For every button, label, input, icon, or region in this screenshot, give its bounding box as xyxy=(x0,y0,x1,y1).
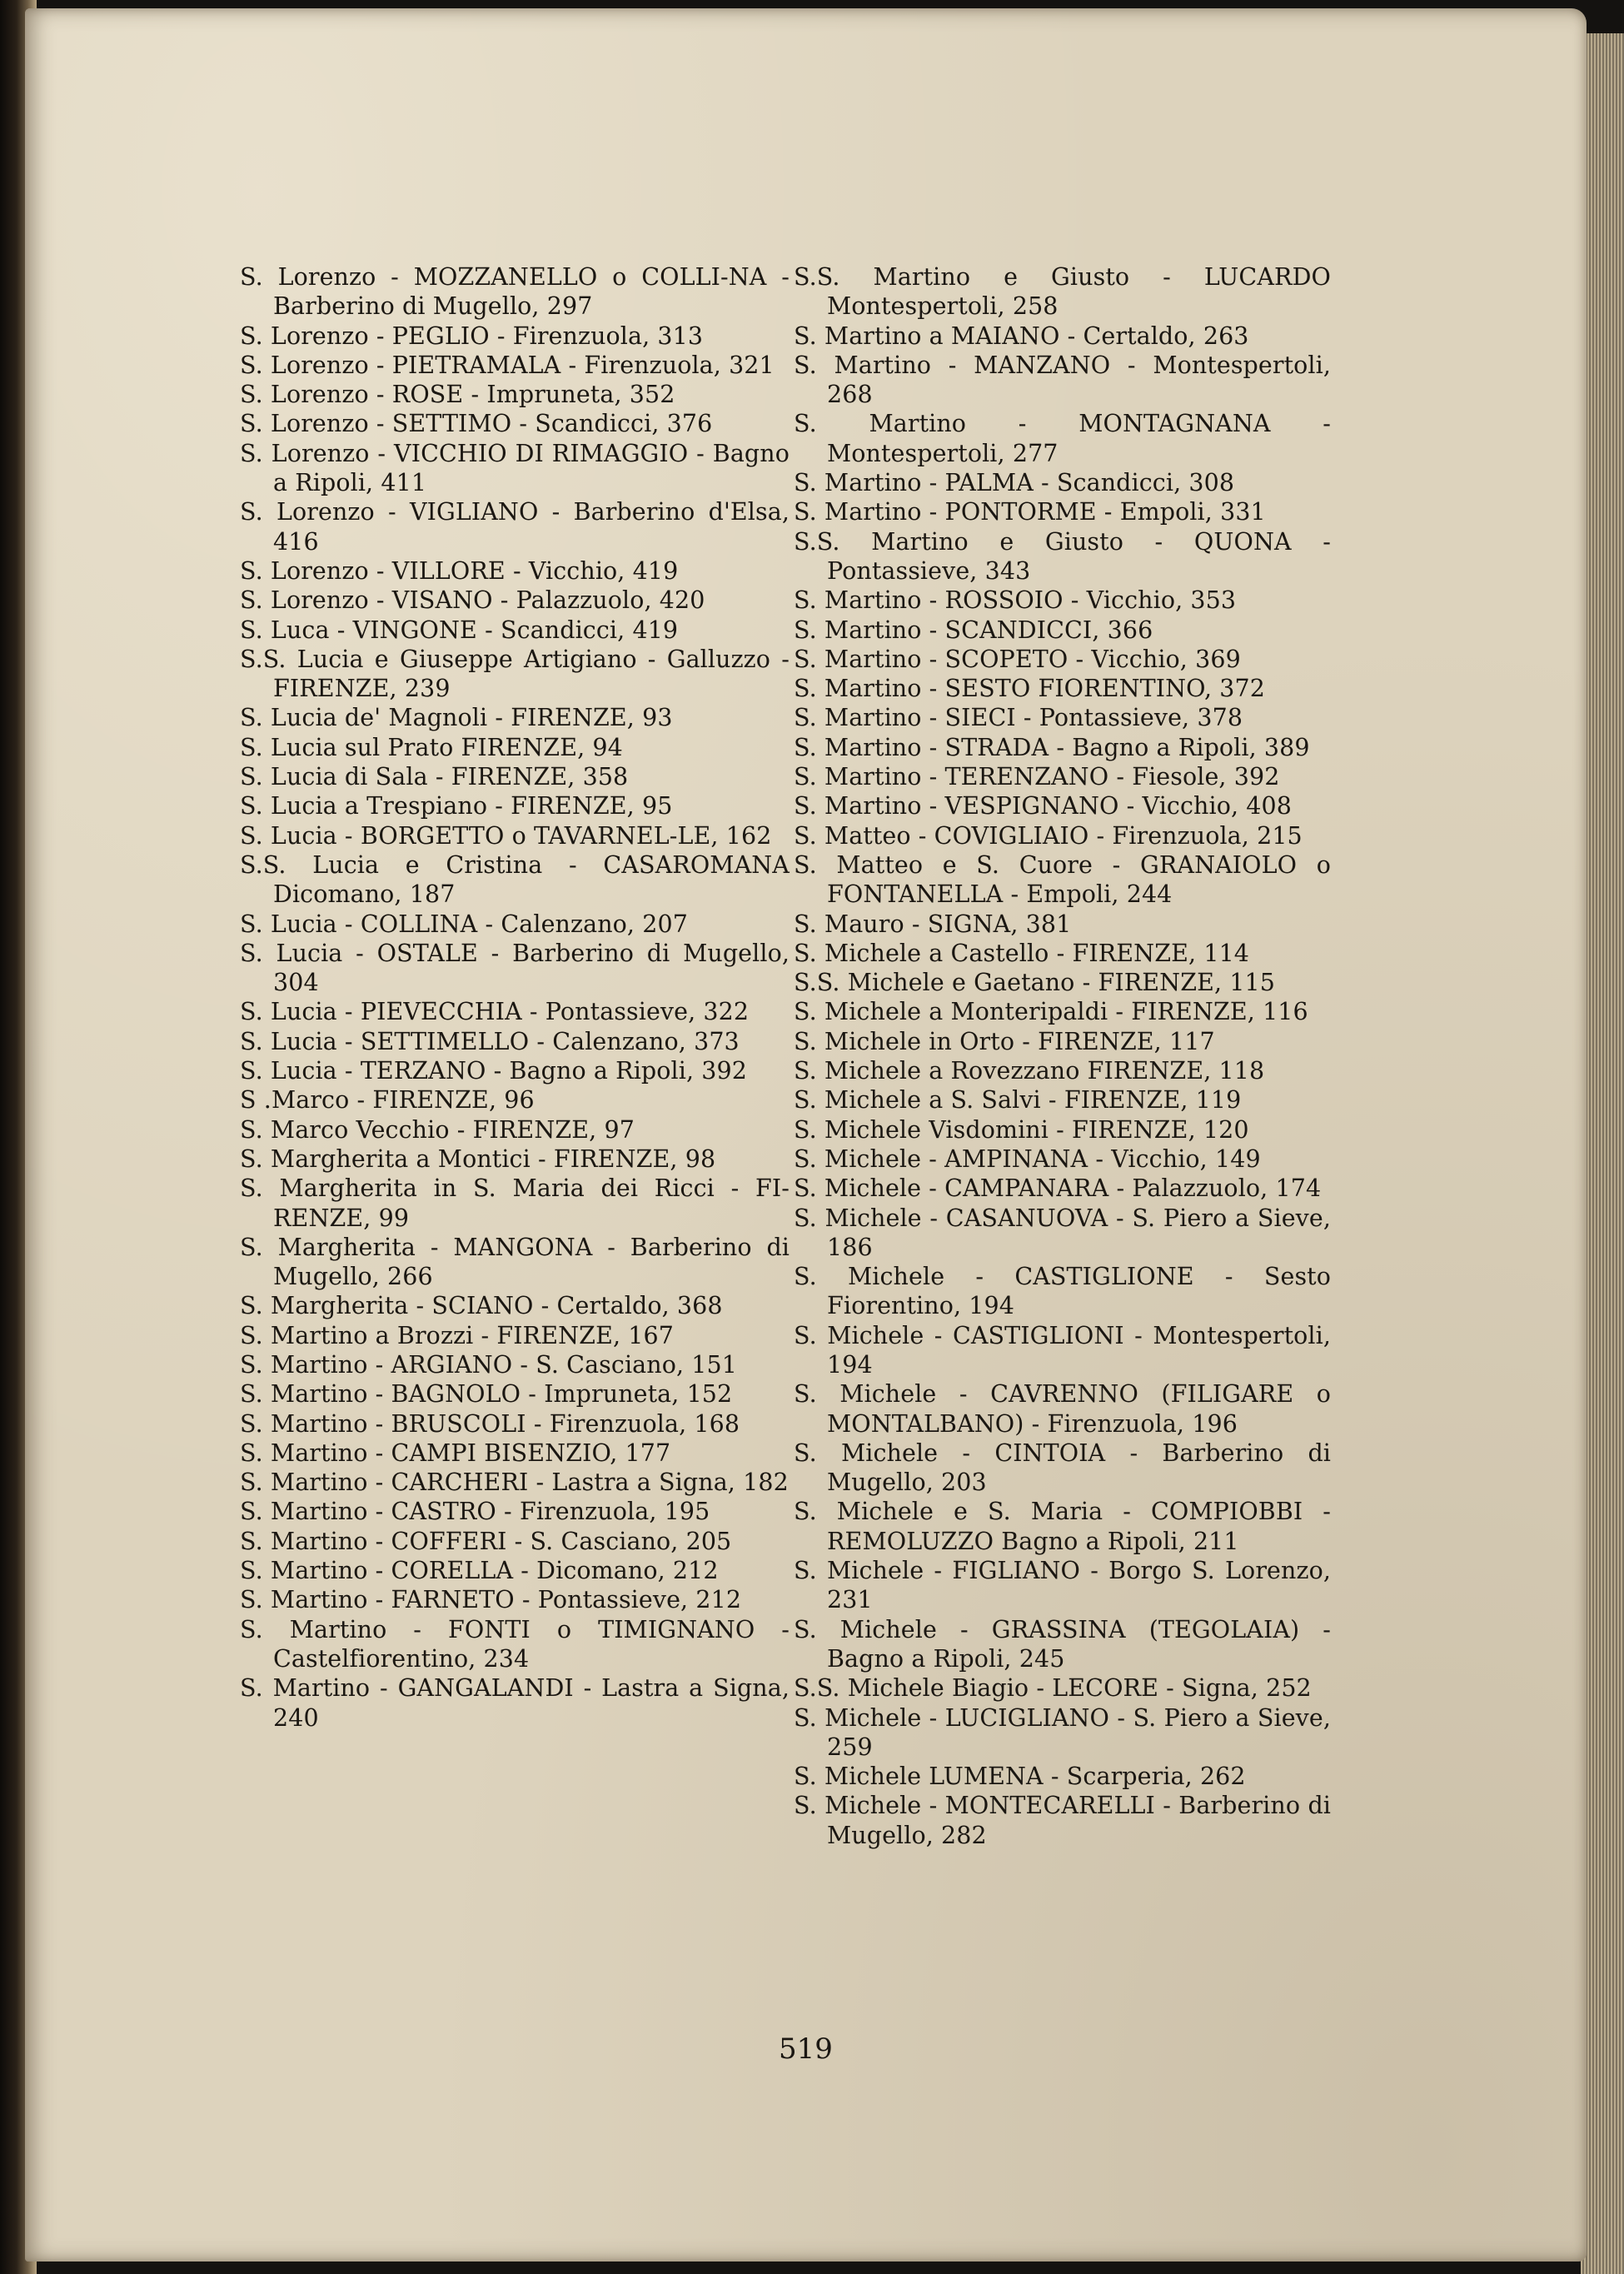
index-entry: S. Michele - AMPINANA - Vicchio, 149 xyxy=(794,1144,1261,1173)
index-entry: S.S. Lucia e Cristina - CASAROMANA Dicomano, 187 xyxy=(240,850,790,909)
index-entry: S. Martino - PONTORME - Empoli, 331 xyxy=(794,498,1266,526)
index-entry: S. Lorenzo - PIETRAMALA - Firenzuola, 321 xyxy=(240,351,775,379)
index-entry: S. Lorenzo - VIGLIANO - Barberino d'Elsa, 416 xyxy=(240,498,790,556)
index-entry: S. Martino - CAMPI BISENZIO, 177 xyxy=(240,1439,671,1467)
index-entry: S. Lorenzo - PEGLIO - Firenzuola, 313 xyxy=(240,322,704,350)
index-entry: S. Martino - CARCHERI - Lastra a Signa, 182 xyxy=(240,1469,789,1497)
index-entry: S. Michele - CASTIGLIONI - Montespertoli, 194 xyxy=(794,1321,1331,1379)
index-entry: S. Michele in Orto - FIRENZE, 117 xyxy=(794,1027,1215,1055)
right-column xyxy=(794,262,1331,1850)
index-entry: S. Martino - SIECI - Pontassieve, 378 xyxy=(794,704,1243,732)
index-entry: S. Michele - MONTECARELLI - Barberino di Mugello, 282 xyxy=(794,1792,1331,1849)
index-entry: S. Martino - BRUSCOLI - Firenzuola, 168 xyxy=(240,1409,740,1438)
index-entry: S. Lucia - OSTALE - Barberino di Mugello, 304 xyxy=(240,939,790,997)
index-entry: S.S. Michele e Gaetano - FIRENZE, 115 xyxy=(794,969,1276,997)
index-entry: S. Martino a Brozzi - FIRENZE, 167 xyxy=(240,1321,674,1349)
index-entry: S. Michele - CASANUOVA - S. Piero a Sieve, 186 xyxy=(794,1204,1331,1261)
index-entry: S. Martino - CORELLA - Dicomano, 212 xyxy=(240,1557,719,1585)
index-entry: S .Marco - FIRENZE, 96 xyxy=(240,1086,535,1115)
index-entry: S. Mauro - SIGNA, 381 xyxy=(794,910,1072,938)
index-entry: S. Michele a S. Salvi - FIRENZE, 119 xyxy=(794,1086,1242,1115)
index-entry: S. Martino - MANZANO - Montespertoli, 268 xyxy=(794,351,1331,409)
index-entry: S. Martino - BAGNOLO - Impruneta, 152 xyxy=(240,1380,733,1409)
left-column xyxy=(240,262,790,1733)
page-number: 519 xyxy=(779,2032,833,2066)
index-entry: S. Michele - LUCIGLIANO - S. Piero a Sieve, 259 xyxy=(794,1703,1331,1761)
index-entry: S. Michele - GRASSINA (TEGOLAIA) - Bagno a Ripoli, 245 xyxy=(794,1615,1331,1673)
index-entry: S.S. Martino e Giusto - LUCARDO Montespertoli, 258 xyxy=(794,263,1331,321)
index-entry: S.S. Michele Biagio - LECORE - Signa, 252 xyxy=(794,1674,1312,1703)
index-entry: S. Martino - GANGALANDI - Lastra a Signa, 240 xyxy=(240,1674,790,1732)
index-entry: S. Lorenzo - ROSE - Impruneta, 352 xyxy=(240,381,675,409)
index-entry: S. Martino - MONTAGNANA - Montespertoli, 277 xyxy=(794,410,1331,467)
index-entry: S. Lorenzo - MOZZANELLO o COLLI-NA - Barberino di Mugello, 297 xyxy=(240,263,790,321)
page-edges xyxy=(1581,33,1624,2274)
index-entry: S. Lucia - SETTIMELLO - Calenzano, 373 xyxy=(240,1027,740,1055)
index-entry: S. Margherita - SCIANO - Certaldo, 368 xyxy=(240,1292,723,1320)
index-entry: S. Michele a Rovezzano FIRENZE, 118 xyxy=(794,1057,1265,1085)
index-entry: S. Margherita a Montici - FIRENZE, 98 xyxy=(240,1144,716,1173)
index-entry: S. Michele a Castello - FIRENZE, 114 xyxy=(794,939,1250,967)
index-entry: S. Lucia - COLLINA - Calenzano, 207 xyxy=(240,910,688,938)
index-entry: S.S. Martino e Giusto - QUONA - Pontassieve, 343 xyxy=(794,527,1331,585)
index-entry: S. Martino - VESPIGNANO - Vicchio, 408 xyxy=(794,792,1292,820)
index-entry: S. Martino - ROSSOIO - Vicchio, 353 xyxy=(794,586,1237,615)
index-entry: S. Michele Visdomini - FIRENZE, 120 xyxy=(794,1115,1249,1144)
index-entry: S. Michele a Monteripaldi - FIRENZE, 116 xyxy=(794,998,1308,1026)
index-entry: S. Martino - FONTI o TIMIGNANO - Castelfiorentino, 234 xyxy=(240,1615,790,1673)
index-entry: S. Margherita - MANGONA - Barberino di Mugello, 266 xyxy=(240,1233,790,1291)
index-entry: S. Martino - SCANDICCI, 366 xyxy=(794,616,1153,644)
index-entry: S. Martino - FARNETO - Pontassieve, 212 xyxy=(240,1586,742,1614)
index-entry: S. Marco Vecchio - FIRENZE, 97 xyxy=(240,1115,635,1144)
index-entry: S.S. Lucia e Giuseppe Artigiano - Galluzzo - FIRENZE, 239 xyxy=(240,645,790,703)
index-entry: S. Martino - STRADA - Bagno a Ripoli, 389 xyxy=(794,733,1310,761)
index-entry: S. Lorenzo - VILLORE - Vicchio, 419 xyxy=(240,556,679,585)
index-entry: S. Matteo - COVIGLIAIO - Firenzuola, 215 xyxy=(794,821,1303,850)
index-entry: S. Michele - FIGLIANO - Borgo S. Lorenzo, 231 xyxy=(794,1557,1331,1614)
index-entry: S. Lucia - TERZANO - Bagno a Ripoli, 392 xyxy=(240,1057,747,1085)
index-entry: S. Lucia de' Magnoli - FIRENZE, 93 xyxy=(240,704,673,732)
index-entry: S. Michele e S. Maria - COMPIOBBI - REMOLUZZO Bagno a Ripoli, 211 xyxy=(794,1498,1331,1555)
index-entry: S. Michele - CINTOIA - Barberino di Mugello, 203 xyxy=(794,1439,1331,1497)
index-entry: S. Martino - SCOPETO - Vicchio, 369 xyxy=(794,645,1241,673)
index-entry: S. Martino a MAIANO - Certaldo, 263 xyxy=(794,322,1249,350)
index-entry: S. Lorenzo - VISANO - Palazzuolo, 420 xyxy=(240,586,705,615)
book-page xyxy=(25,8,1587,2262)
index-entry: S. Michele - CASTIGLIONE - Sesto Fiorentino, 194 xyxy=(794,1263,1331,1320)
index-entry: S. Martino - SESTO FIORENTINO, 372 xyxy=(794,675,1265,703)
index-entry: S. Margherita in S. Maria dei Ricci - FI-RENZE, 99 xyxy=(240,1174,790,1232)
index-entry: S. Lorenzo - SETTIMO - Scandicci, 376 xyxy=(240,410,713,438)
index-entry: S. Martino - PALMA - Scandicci, 308 xyxy=(794,469,1235,497)
index-entry: S. Michele LUMENA - Scarperia, 262 xyxy=(794,1763,1246,1791)
index-entry: S. Lucia - PIEVECCHIA - Pontassieve, 322 xyxy=(240,998,750,1026)
index-entry: S. Martino - COFFERI - S. Casciano, 205 xyxy=(240,1527,732,1555)
index-entry: S. Lucia di Sala - FIRENZE, 358 xyxy=(240,763,629,791)
index-entry: S. Martino - CASTRO - Firenzuola, 195 xyxy=(240,1498,710,1526)
index-entry: S. Matteo e S. Cuore - GRANAIOLO o FONTANELLA - Empoli, 244 xyxy=(794,850,1331,909)
index-entry: S. Lucia sul Prato FIRENZE, 94 xyxy=(240,733,623,761)
index-entry: S. Michele - CAMPANARA - Palazzuolo, 174 xyxy=(794,1174,1322,1203)
index-entry: S. Martino - ARGIANO - S. Casciano, 151 xyxy=(240,1350,738,1379)
index-entry: S. Lucia a Trespiano - FIRENZE, 95 xyxy=(240,792,673,820)
index-entry: S. Luca - VINGONE - Scandicci, 419 xyxy=(240,616,679,644)
index-entry: S. Lucia - BORGETTO o TAVARNEL-LE, 162 xyxy=(240,821,772,850)
index-entry: S. Martino - TERENZANO - Fiesole, 392 xyxy=(794,763,1280,791)
index-entry: S. Lorenzo - VICCHIO DI RIMAGGIO - Bagno a Ripoli, 411 xyxy=(240,439,790,497)
index-entry: S. Michele - CAVRENNO (FILIGARE o MONTALBANO) - Firenzuola, 196 xyxy=(794,1380,1331,1438)
